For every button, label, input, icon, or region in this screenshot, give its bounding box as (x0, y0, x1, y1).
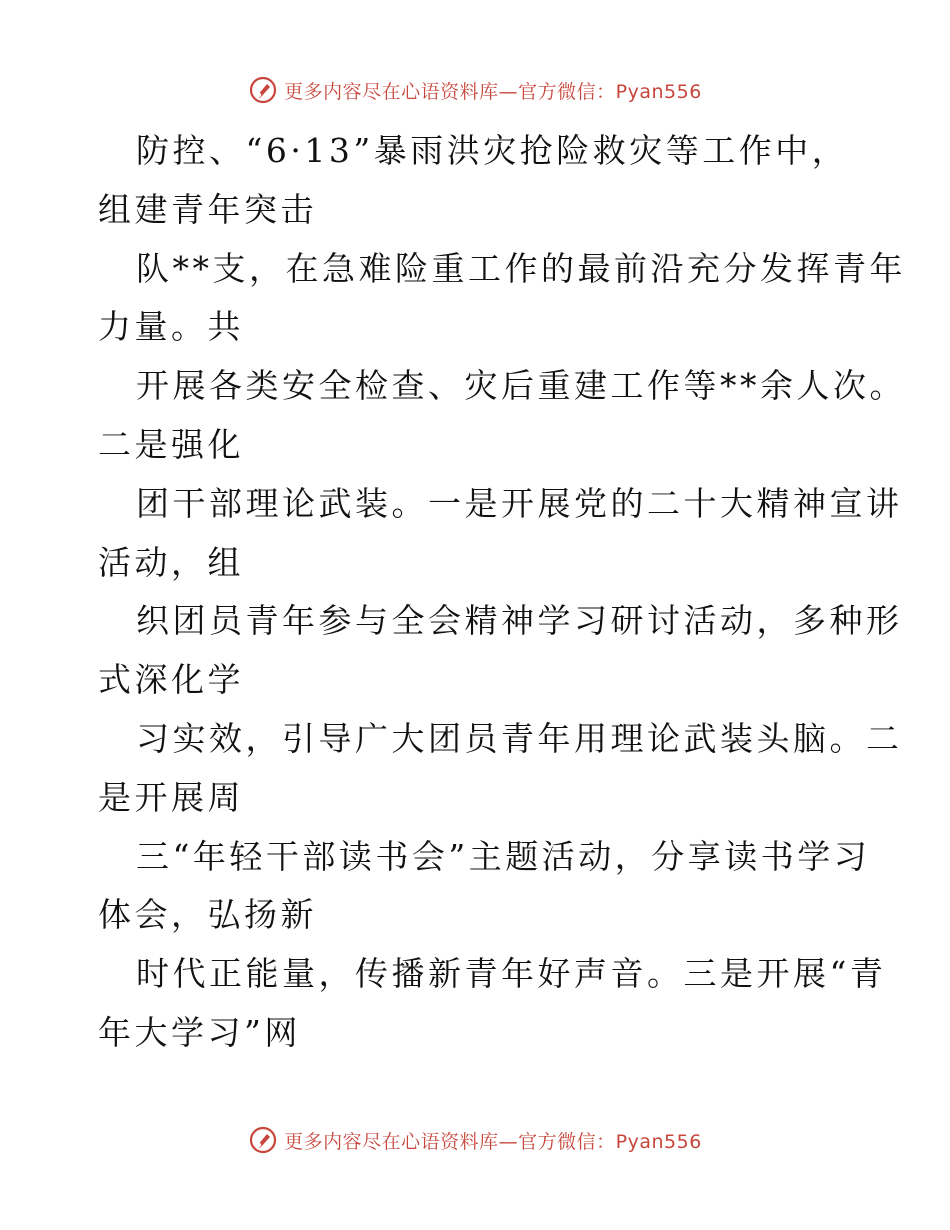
body-line: 队**支，在急难险重工作的最前沿充分发挥青年 (136, 248, 906, 288)
body-line: 是开展周 (98, 777, 244, 817)
body-line: 三“年轻干部读书会”主题活动，分享读书学习 (136, 836, 871, 876)
body-line: 织团员青年参与全会精神学习研讨活动，多种形 (136, 601, 903, 641)
body-line: 团干部理论武装。一是开展党的二十大精神宣讲 (136, 483, 903, 523)
body-line: 年大学习”网 (98, 1012, 301, 1052)
pen-nib-logo-icon (248, 75, 278, 105)
body-line: 防控、“6·13”暴雨洪灾抢险救灾等工作中， (136, 131, 849, 170)
body-line: 力量。共 (98, 307, 244, 347)
body-line: 式深化学 (98, 660, 244, 700)
page-header-watermark (0, 72, 950, 108)
body-line: 组建青年突击 (98, 189, 317, 229)
body-line: 二是强化 (98, 424, 244, 464)
body-line: 活动，组 (98, 542, 244, 582)
body-line: 习实效，引导广大团员青年用理论武装头脑。二 (136, 718, 903, 758)
document-body (98, 122, 906, 1063)
page-footer-watermark (0, 1122, 950, 1158)
body-line: 体会，弘扬新 (98, 895, 317, 935)
header-watermark-text: 更多内容尽在心语资料库—官方微信：Pyan556 (284, 80, 702, 103)
body-line: 开展各类安全检查、灾后重建工作等**余人次。 (136, 366, 906, 406)
body-line: 时代正能量，传播新青年好声音。三是开展“青 (136, 954, 887, 994)
footer-watermark-text: 更多内容尽在心语资料库—官方微信：Pyan556 (284, 1130, 702, 1153)
pen-nib-logo-icon (248, 1125, 278, 1155)
